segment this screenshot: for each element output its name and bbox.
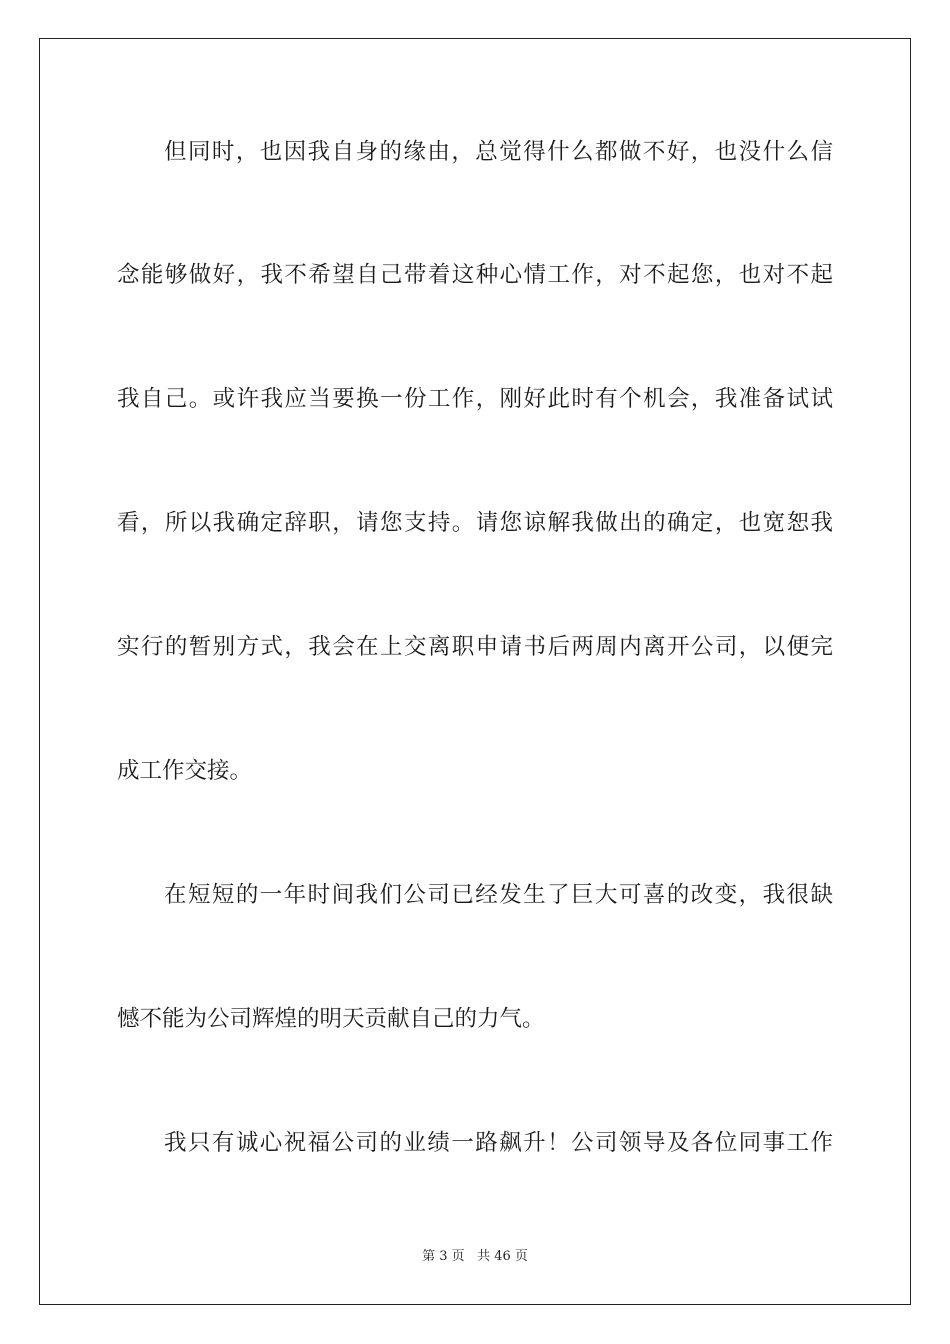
page-footer [0,1248,950,1266]
page-number: 第 3 页 [422,1249,465,1264]
total-pages: 共 46 页 [477,1249,528,1264]
paragraph-line: 在短短的一年时间我们公司已经发生了巨大可喜的改变，我很缺 [164,882,833,908]
paragraph-line: 看，所以我确定辞职，请您支持。请您谅解我做出的确定，也宽恕我 [117,510,833,536]
paragraph-line: 念能够做好，我不希望自己带着这种心情工作，对不起您，也对不起 [117,262,833,288]
page-border [39,38,911,1305]
paragraph-line: 成工作交接。 [117,758,253,784]
paragraph-line: 憾不能为公司辉煌的明天贡献自己的力气。 [117,1006,545,1032]
paragraph-line: 我只有诚心祝福公司的业绩一路飙升！公司领导及各位同事工作 [164,1130,833,1156]
paragraph-line: 我自己。或许我应当要换一份工作，刚好此时有个机会，我准备试试 [117,386,833,412]
paragraph-line: 实行的暂别方式，我会在上交离职申请书后两周内离开公司，以便完 [117,634,833,660]
paragraph-line: 但同时，也因我自身的缘由，总觉得什么都做不好，也没什么信 [164,139,833,165]
